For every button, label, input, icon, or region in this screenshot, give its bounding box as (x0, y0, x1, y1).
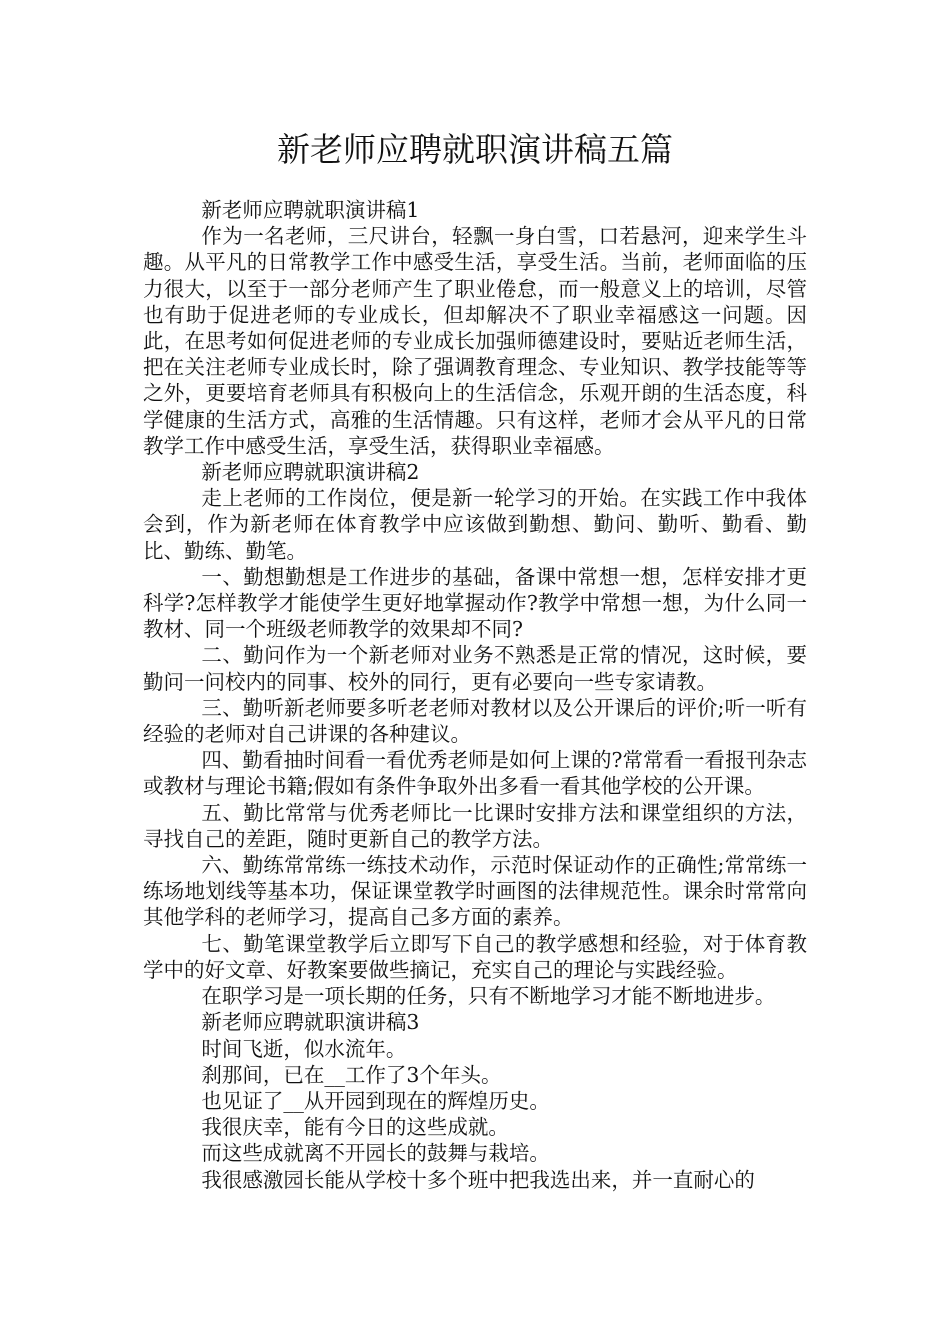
paragraph: 在职学习是一项长期的任务，只有不断地学习才能不断地进步。 (201, 984, 776, 1009)
paragraph: 六、勤练常常练一练技术动作，示范时保证动作的正确性;常常练一练场地划线等基本功，保证课堂教学时画图的法律规范性。课余时常常向其他学科的老师学习，提高自己多方面的素养。 (143, 853, 807, 930)
paragraph: 也见证了__从开园到现在的辉煌历史。 (201, 1088, 550, 1113)
paragraph: 七、勤笔课堂教学后立即写下自己的教学感想和经验，对于体育教学中的好文章、好教案要做些摘记，充实自己的理论与实践经验。 (143, 931, 807, 982)
section-heading-3: 新老师应聘就职演讲稿3 (201, 1010, 420, 1035)
section-heading-2: 新老师应聘就职演讲稿2 (201, 460, 420, 485)
document-body (143, 197, 807, 1193)
paragraph: 一、勤想勤想是工作进步的基础，备课中常想一想，怎样安排才更科学?怎样教学才能使学生更好地掌握动作?教学中常想一想，为什么同一教材、同一个班级老师教学的效果却不同? (143, 564, 807, 642)
paragraph: 我很感激园长能从学校十多个班中把我选出来，并一直耐心的 (201, 1167, 755, 1192)
paragraph: 走上老师的工作岗位，便是新一轮学习的开始。在实践工作中我体会到，作为新老师在体育教学中应该做到勤想、勤问、勤听、勤看、勤比、勤练、勤笔。 (143, 486, 807, 563)
paragraph: 而这些成就离不开园长的鼓舞与栽培。 (201, 1141, 550, 1166)
section-heading-1: 新老师应聘就职演讲稿1 (201, 198, 420, 222)
document-title: 新老师应聘就职演讲稿五篇 (277, 130, 673, 169)
paragraph: 我很庆幸，能有今日的这些成就。 (201, 1115, 509, 1140)
paragraph: 五、勤比常常与优秀老师比一比课时安排方法和课堂组织的方法，寻找自己的差距，随时更新自己的教学方法。 (143, 800, 807, 851)
paragraph: 作为一名老师，三尺讲台，轻飘一身白雪，口若悬河，迎来学生斗趣。从平凡的日常教学工作中感受生活，享受生活。当前，老师面临的压力很大，以至于一部分老师产生了职业倦怠，而一般意义上的培训，尽管也有助于促进老师的专业成长，但却解决不了职业幸福感这一问题。因此，在思考如何促进老师的专业成长加强师德建设时，要贴近老师生活，把在关注老师专业成长时，除了强调教育理念、专业知识、教学技能等等之外，更要培育老师具有积极向上的生活信念，乐观开朗的生活态度，科学健康的生活方式，高雅的生活情趣。只有这样，老师才会从平凡的日常教学工作中感受生活，享受生活，获得职业幸福感。 (143, 224, 807, 458)
paragraph: 三、勤听新老师要多听老老师对教材以及公开课后的评价;听一听有经验的老师对自己讲课的各种建议。 (143, 695, 807, 747)
paragraph: 刹那间，已在__工作了3个年头。 (201, 1062, 502, 1087)
paragraph: 时间飞逝，似水流年。 (201, 1036, 407, 1061)
paragraph: 二、勤问作为一个新老师对业务不熟悉是正常的情况，这时候，要勤问一问校内的同事、校外的同行，更有必要向一些专家请教。 (143, 643, 807, 694)
paragraph: 四、勤看抽时间看一看优秀老师是如何上课的?常常看一看报刊杂志或教材与理论书籍;假如有条件争取外出多看一看其他学校的公开课。 (143, 748, 807, 799)
